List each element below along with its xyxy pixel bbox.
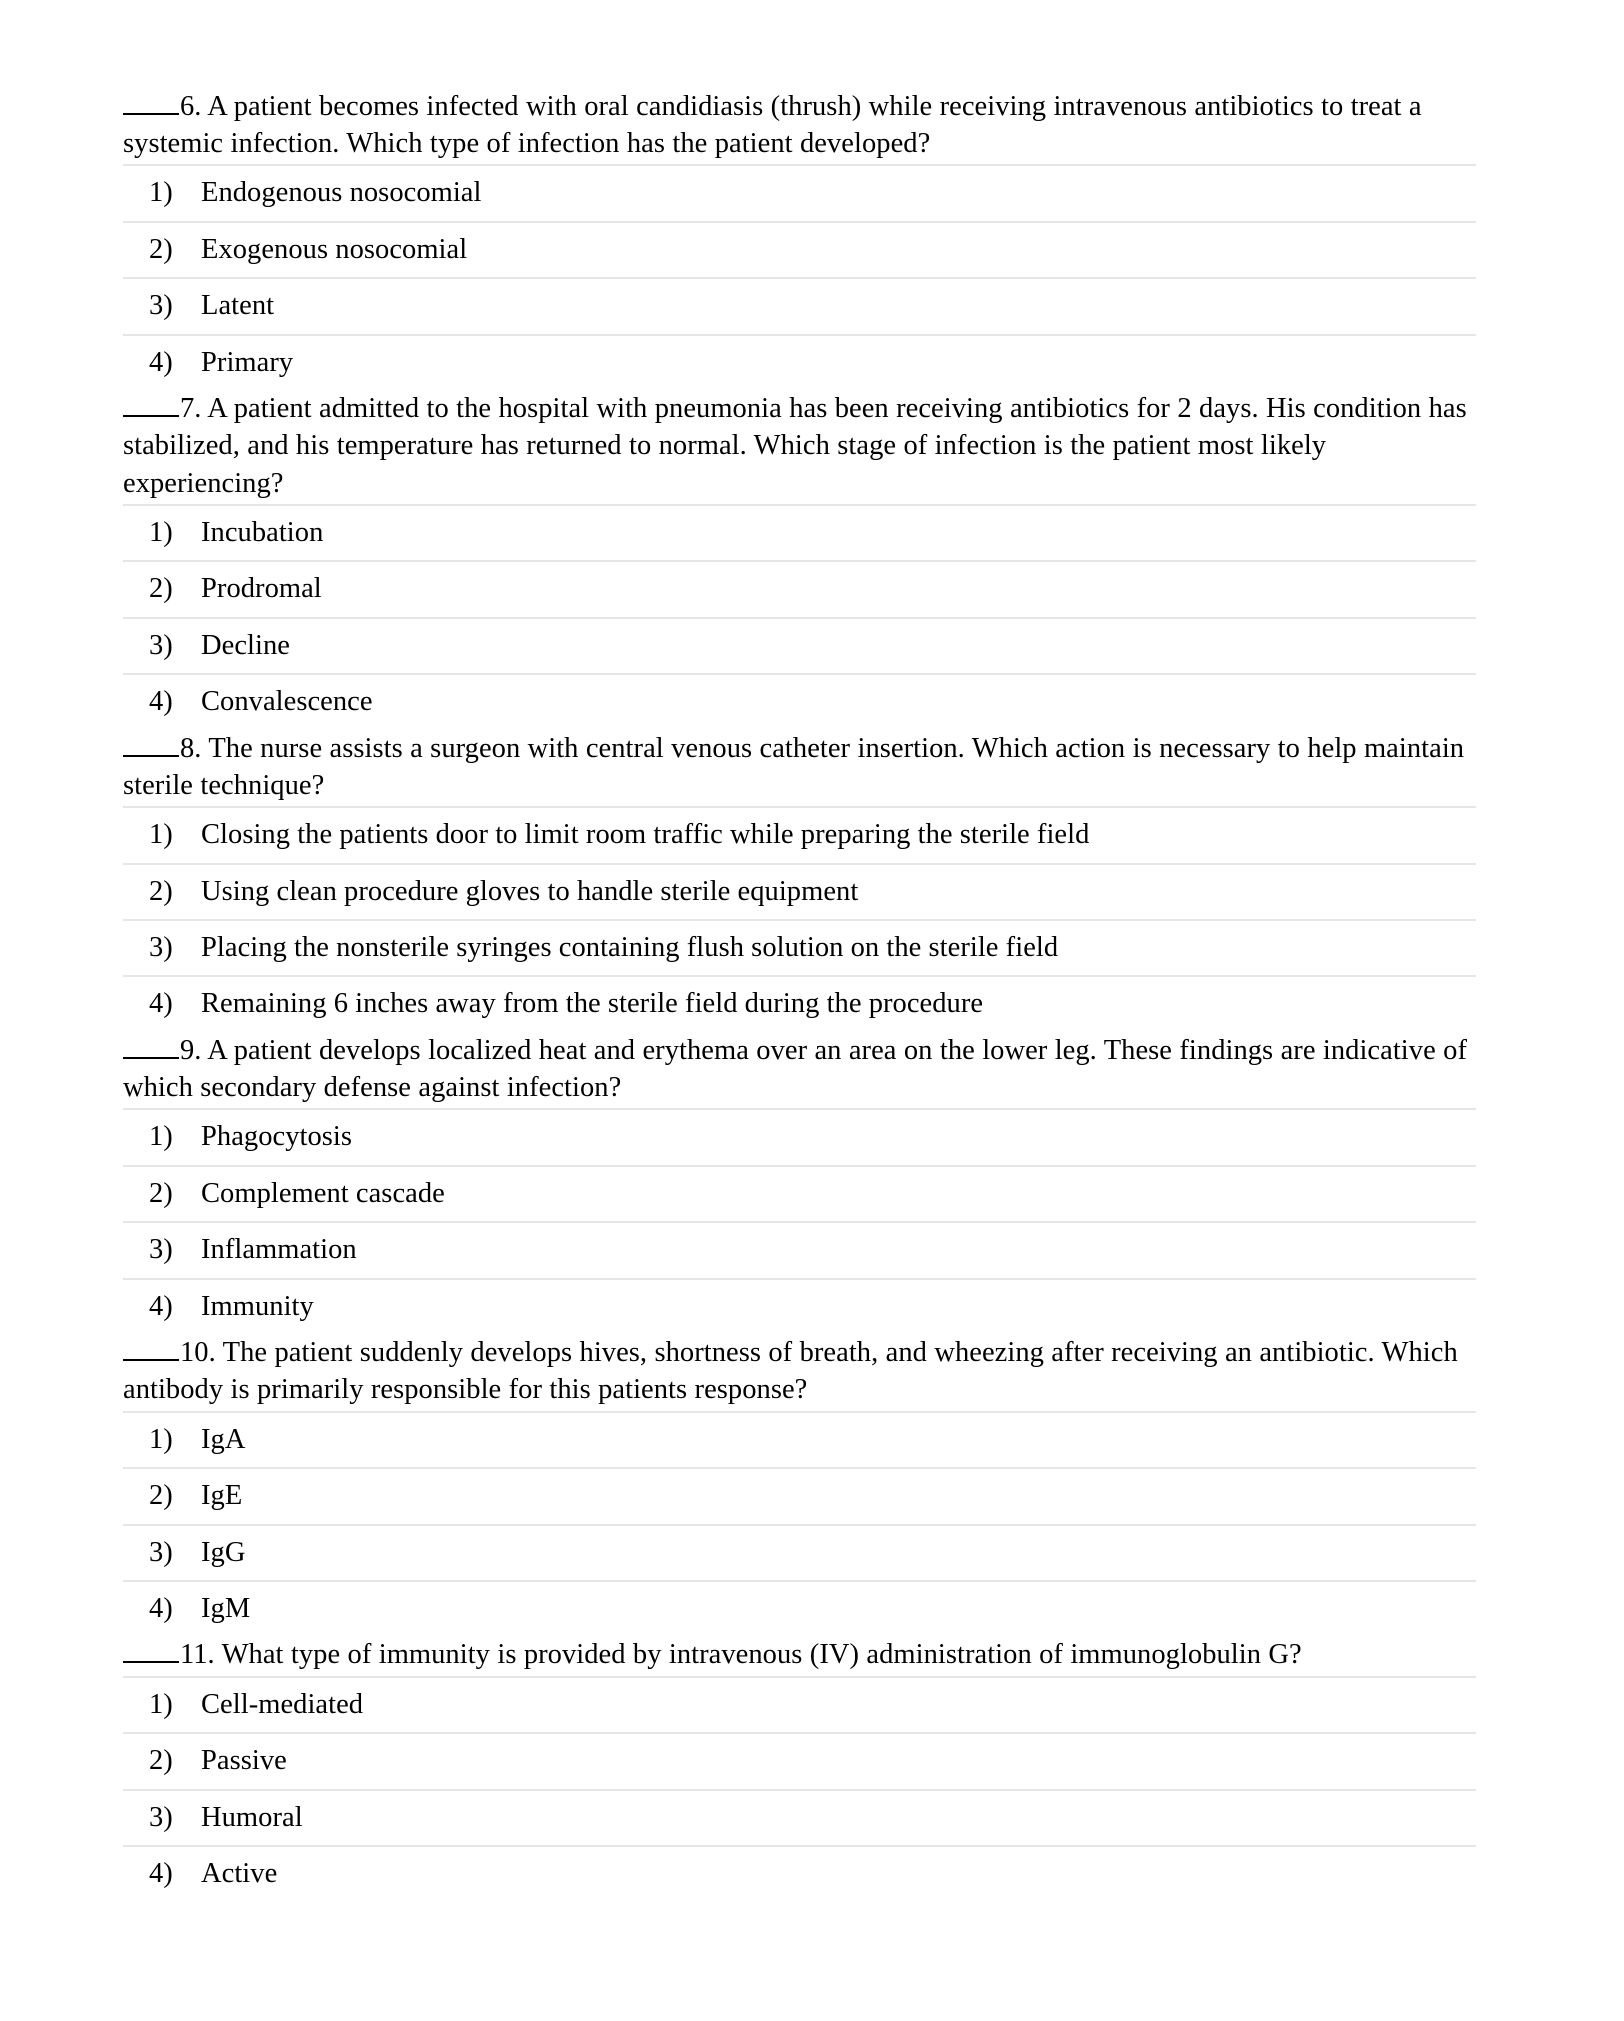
option-text: Convalescence [201,686,373,718]
option-text: Phagocytosis [201,1121,353,1153]
option-list [123,1411,1476,1637]
question-stem-text: 7. A patient admitted to the hospital with pneumonia has been receiving antibiotics for 2 days. His condition has stabilized, and his temperature has returned to normal. Which stage of infection is the patient most likely experiencing? [123,393,1467,499]
option-text: Using clean procedure gloves to handle sterile equipment [201,875,859,907]
answer-option[interactable] [123,1278,1476,1334]
option-number: 4) [149,1290,173,1322]
option-number: 2) [149,1745,173,1777]
question-stem [123,390,1476,504]
question-stem-text: 6. A patient becomes infected with oral candidiasis (thrush) while receiving intravenous antibiotics to treat a systemic infection. Which type of infection has the patient developed? [123,91,1422,160]
answer-option[interactable] [123,919,1476,975]
question-block [123,390,1476,729]
option-text: Inflammation [201,1234,357,1266]
option-number: 1) [149,1121,173,1153]
option-number: 2) [149,573,173,605]
option-number: 2) [149,1177,173,1209]
answer-option[interactable] [123,673,1476,729]
answer-option[interactable] [123,221,1476,277]
option-text: Cell-mediated [201,1688,364,1720]
option-number: 1) [149,819,173,851]
option-list [123,1676,1476,1902]
question-block [123,1636,1476,1901]
option-number: 4) [149,1858,173,1890]
answer-option[interactable] [123,334,1476,390]
question-stem-text: 8. The nurse assists a surgeon with central venous catheter insertion. Which action is necessary to help maintain sterile technique? [123,732,1465,801]
option-text: Decline [201,629,290,661]
answer-option[interactable] [123,1108,1476,1164]
option-number: 4) [149,988,173,1020]
option-number: 3) [149,290,173,322]
question-stem [123,730,1476,806]
option-text: Prodromal [201,573,322,605]
option-number: 2) [149,1480,173,1512]
question-block [123,1032,1476,1334]
option-number: 1) [149,1688,173,1720]
option-number: 4) [149,686,173,718]
option-text: Complement cascade [201,1177,445,1209]
option-list [123,504,1476,730]
answer-option[interactable] [123,504,1476,560]
answer-option[interactable] [123,617,1476,673]
answer-option[interactable] [123,1580,1476,1636]
question-block [123,88,1476,390]
answer-option[interactable] [123,863,1476,919]
answer-option[interactable] [123,1524,1476,1580]
option-text: Active [201,1858,278,1890]
question-stem-text: 10. The patient suddenly develops hives, shortness of breath, and wheezing after receiving an antibiotic. Which antibody is primarily responsible for this patients response? [123,1337,1458,1406]
option-number: 1) [149,516,173,548]
option-number: 4) [149,1592,173,1624]
option-text: Endogenous nosocomial [201,177,482,209]
exam-question-list [123,88,1476,1902]
question-stem-text: 11. What type of immunity is provided by intravenous (IV) administration of immunoglobulin G? [180,1639,1302,1671]
option-number: 1) [149,1423,173,1455]
question-stem [123,1032,1476,1108]
answer-option[interactable] [123,1845,1476,1901]
option-number: 4) [149,346,173,378]
answer-blank-underline[interactable] [123,731,179,757]
option-text: Primary [201,346,294,378]
answer-option[interactable] [123,975,1476,1031]
option-number: 3) [149,932,173,963]
option-number: 2) [149,233,173,265]
answer-option[interactable] [123,1789,1476,1845]
option-text: Immunity [201,1290,314,1322]
answer-blank-underline[interactable] [123,391,179,417]
option-text: Closing the patients door to limit room traffic while preparing the sterile field [201,819,1090,851]
answer-blank-underline[interactable] [123,1033,179,1059]
answer-option[interactable] [123,1676,1476,1732]
question-stem [123,88,1476,164]
option-text: Latent [201,290,275,322]
option-list [123,806,1476,1032]
question-block [123,1334,1476,1636]
option-text: IgA [201,1423,246,1455]
answer-option[interactable] [123,1732,1476,1788]
answer-option[interactable] [123,806,1476,862]
answer-option[interactable] [123,164,1476,220]
option-number: 2) [149,875,173,907]
answer-option[interactable] [123,1467,1476,1523]
answer-option[interactable] [123,1221,1476,1277]
option-text: IgG [201,1536,246,1568]
answer-blank-underline[interactable] [123,89,179,115]
option-number: 3) [149,1536,173,1568]
answer-blank-underline[interactable] [123,1638,179,1664]
option-number: 3) [149,1234,173,1266]
option-text: Placing the nonsterile syringes containing flush solution on the sterile field [201,932,1059,963]
option-text: IgM [201,1592,251,1624]
option-text: Exogenous nosocomial [201,233,468,265]
answer-option[interactable] [123,560,1476,616]
option-text: Incubation [201,516,324,548]
option-text: Remaining 6 inches away from the sterile field during the procedure [201,988,984,1020]
option-text: Passive [201,1745,287,1777]
answer-option[interactable] [123,277,1476,333]
question-block [123,730,1476,1032]
option-list [123,1108,1476,1334]
option-text: IgE [201,1480,243,1512]
answer-option[interactable] [123,1165,1476,1221]
question-stem [123,1334,1476,1410]
option-text: Humoral [201,1801,303,1833]
option-number: 3) [149,1801,173,1833]
option-number: 3) [149,629,173,661]
answer-blank-underline[interactable] [123,1335,179,1361]
option-number: 1) [149,177,173,209]
question-stem [123,1636,1476,1675]
answer-option[interactable] [123,1411,1476,1467]
question-stem-text: 9. A patient develops localized heat and erythema over an area on the lower leg. These findings are indicative of which secondary defense against infection? [123,1034,1467,1104]
option-list [123,164,1476,390]
